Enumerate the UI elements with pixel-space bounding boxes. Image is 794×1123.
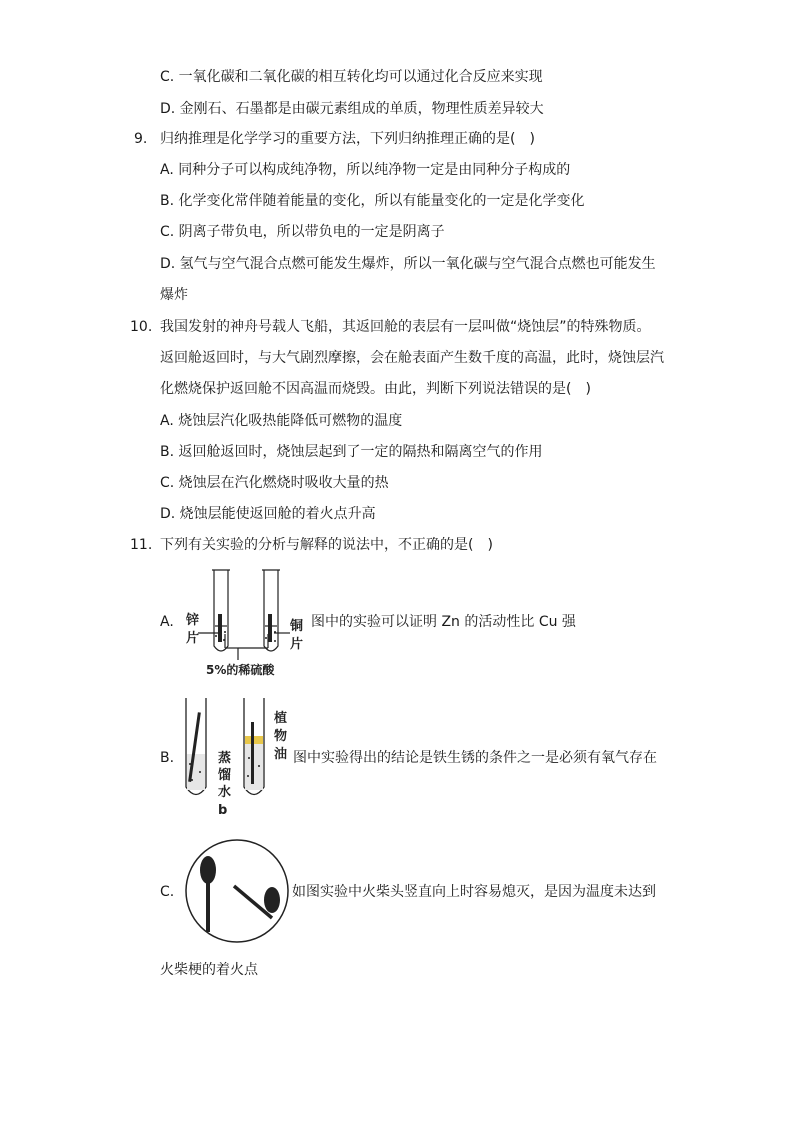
oil-label-1: 植: [274, 711, 288, 726]
dilute-acid-label: 5%的稀硫酸: [206, 663, 275, 677]
match-tilted-flame: [264, 887, 280, 913]
iron-rust-figure: [180, 692, 295, 822]
q10-stem-line1: 我国发射的神舟号载人飞船，其返回舱的表层有一层叫做“烧蚀层”的特殊物质。: [160, 319, 651, 335]
q9-option-a: A. 同种分子可以构成纯净物，所以纯净物一定是由同种分子构成的: [160, 162, 571, 178]
match-upright-flame: [200, 856, 216, 884]
iron-nail-right: [251, 722, 254, 784]
q10-number: 10.: [130, 319, 153, 335]
q10-option-b: B. 返回舱返回时，烧蚀层起到了一定的隔热和隔离空气的作用: [160, 444, 543, 460]
q11-stem: 下列有关实验的分析与解释的说法中，不正确的是( ): [160, 537, 493, 553]
oil-label-2: 物: [274, 729, 288, 744]
q11-option-c-text-line1: 如图实验中火柴头竖直向上时容易熄灭，是因为温度未达到: [292, 884, 656, 900]
q11-option-c-text-line2: 火柴梗的着火点: [160, 962, 258, 978]
q10-stem-line3: 化燃烧保护返回舱不因高温而烧毁。由此，判断下列说法错误的是( ): [160, 381, 591, 397]
copper-label-2: 片: [290, 637, 304, 652]
q9-number: 9.: [134, 131, 148, 147]
zinc-copper-acid-figure: [180, 566, 310, 678]
zinc-strip: [218, 614, 222, 642]
q11-option-b-label: B.: [160, 750, 175, 766]
q8-option-d: D. 金刚石、石墨都是由碳元素组成的单质，物理性质差异较大: [160, 101, 544, 117]
matchstick-figure: [184, 838, 290, 944]
q9-option-b: B. 化学变化常伴随着能量的变化，所以有能量变化的一定是化学变化: [160, 193, 585, 209]
oil-label-3: 油: [274, 747, 288, 762]
q11-option-a-text: 图中的实验可以证明 Zn 的活动性比 Cu 强: [311, 614, 576, 630]
q10-option-a: A. 烧蚀层汽化吸热能降低可燃物的温度: [160, 413, 403, 429]
q11-option-b-text: 图中实验得出的结论是铁生锈的条件之一是必须有氧气存在: [293, 750, 657, 766]
q10-option-d: D. 烧蚀层能使返回舱的着火点升高: [160, 506, 376, 522]
q9-stem: 归纳推理是化学学习的重要方法，下列归纳推理正确的是( ): [160, 131, 535, 147]
q9-option-c: C. 阴离子带负电，所以带负电的一定是阴离子: [160, 224, 445, 240]
water-label-1: 蒸: [218, 751, 232, 766]
water-label-3: 水: [218, 785, 232, 800]
copper-label-1: 铜: [290, 619, 304, 634]
match-upright-stick: [206, 878, 210, 932]
zinc-label-1: 锌: [186, 613, 200, 628]
q9-option-d-line2: 爆炸: [160, 287, 188, 303]
q10-option-c: C. 烧蚀层在汽化燃烧时吸收大量的热: [160, 475, 389, 491]
q10-stem-line2: 返回舱返回时，与大气剧烈摩擦，会在舱表面产生数千度的高温，此时，烧蚀层汽: [160, 350, 664, 366]
zinc-label-2: 片: [186, 631, 200, 646]
copper-strip: [268, 614, 272, 642]
water-label-2: 馏: [218, 768, 232, 783]
q11-number: 11.: [130, 537, 153, 553]
q8-option-c: C. 一氧化碳和二氧化碳的相互转化均可以通过化合反应来实现: [160, 69, 543, 85]
q11-option-a-label: A.: [160, 614, 174, 630]
tube-b-label: b: [218, 803, 228, 818]
q9-option-d-line1: D. 氢气与空气混合点燃可能发生爆炸，所以一氧化碳与空气混合点燃也可能发生: [160, 256, 656, 272]
q11-option-c-label: C.: [160, 884, 175, 900]
